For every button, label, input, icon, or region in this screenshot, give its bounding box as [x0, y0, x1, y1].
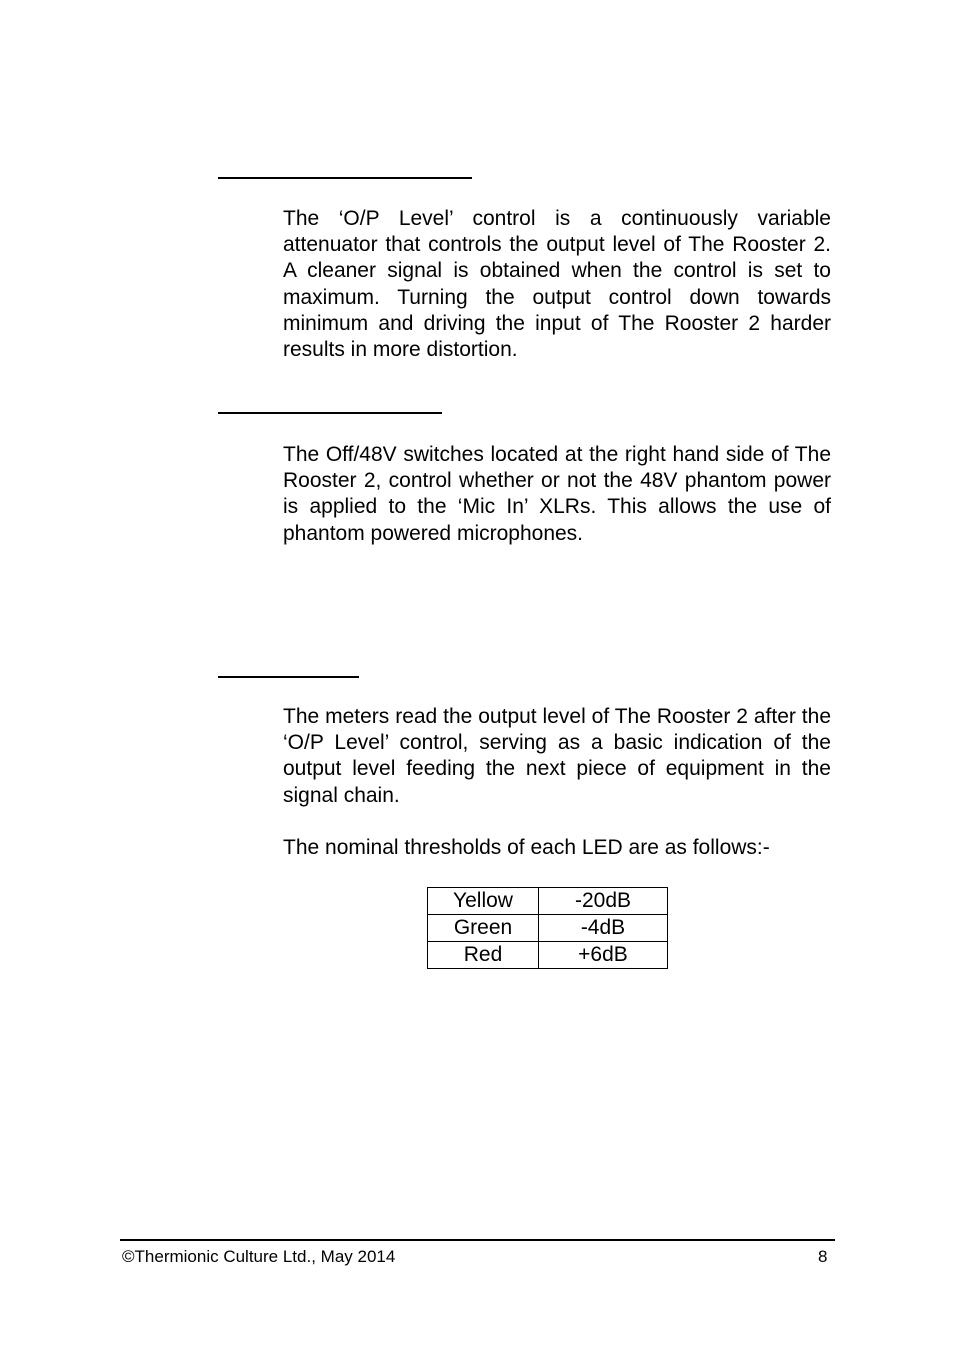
table-row — [428, 915, 668, 942]
led-color-cell: Yellow — [428, 888, 539, 915]
op-level-paragraph: The ‘O/P Level’ control is a continuously variable attenuator that controls the output level of The Rooster 2. A cleaner signal is obtained when the control is set to maximum. Turning the output control down towards minimum and driving the input of The Rooster 2 harder results in more distortion. — [283, 207, 831, 362]
section-heading-underline — [218, 676, 359, 678]
footer-divider — [120, 1239, 835, 1241]
led-threshold-table — [427, 887, 668, 969]
led-threshold-cell: +6dB — [539, 942, 668, 969]
thresholds-intro: The nominal thresholds of each LED are as follows:- — [283, 836, 770, 859]
meters-paragraph: The meters read the output level of The Rooster 2 after the ‘O/P Level’ control, serving as a basic indication of the output level feeding the next piece of equipment in the signal chain. — [283, 705, 831, 807]
led-threshold-cell: -20dB — [539, 888, 668, 915]
led-threshold-cell: -4dB — [539, 915, 668, 942]
led-color-cell: Green — [428, 915, 539, 942]
table-row — [428, 942, 668, 969]
led-color-cell: Red — [428, 942, 539, 969]
phantom-power-paragraph: The Off/48V switches located at the right hand side of The Rooster 2, control whether or not the 48V phantom power is applied to the ‘Mic In’ XLRs. This allows the use of phantom powered microphones. — [283, 443, 831, 545]
footer-copyright: ©Thermionic Culture Ltd., May 2014 — [122, 1247, 396, 1266]
section-heading-underline — [218, 177, 472, 179]
section-heading-underline — [218, 412, 442, 414]
table-row — [428, 888, 668, 915]
page-number: 8 — [818, 1247, 828, 1266]
